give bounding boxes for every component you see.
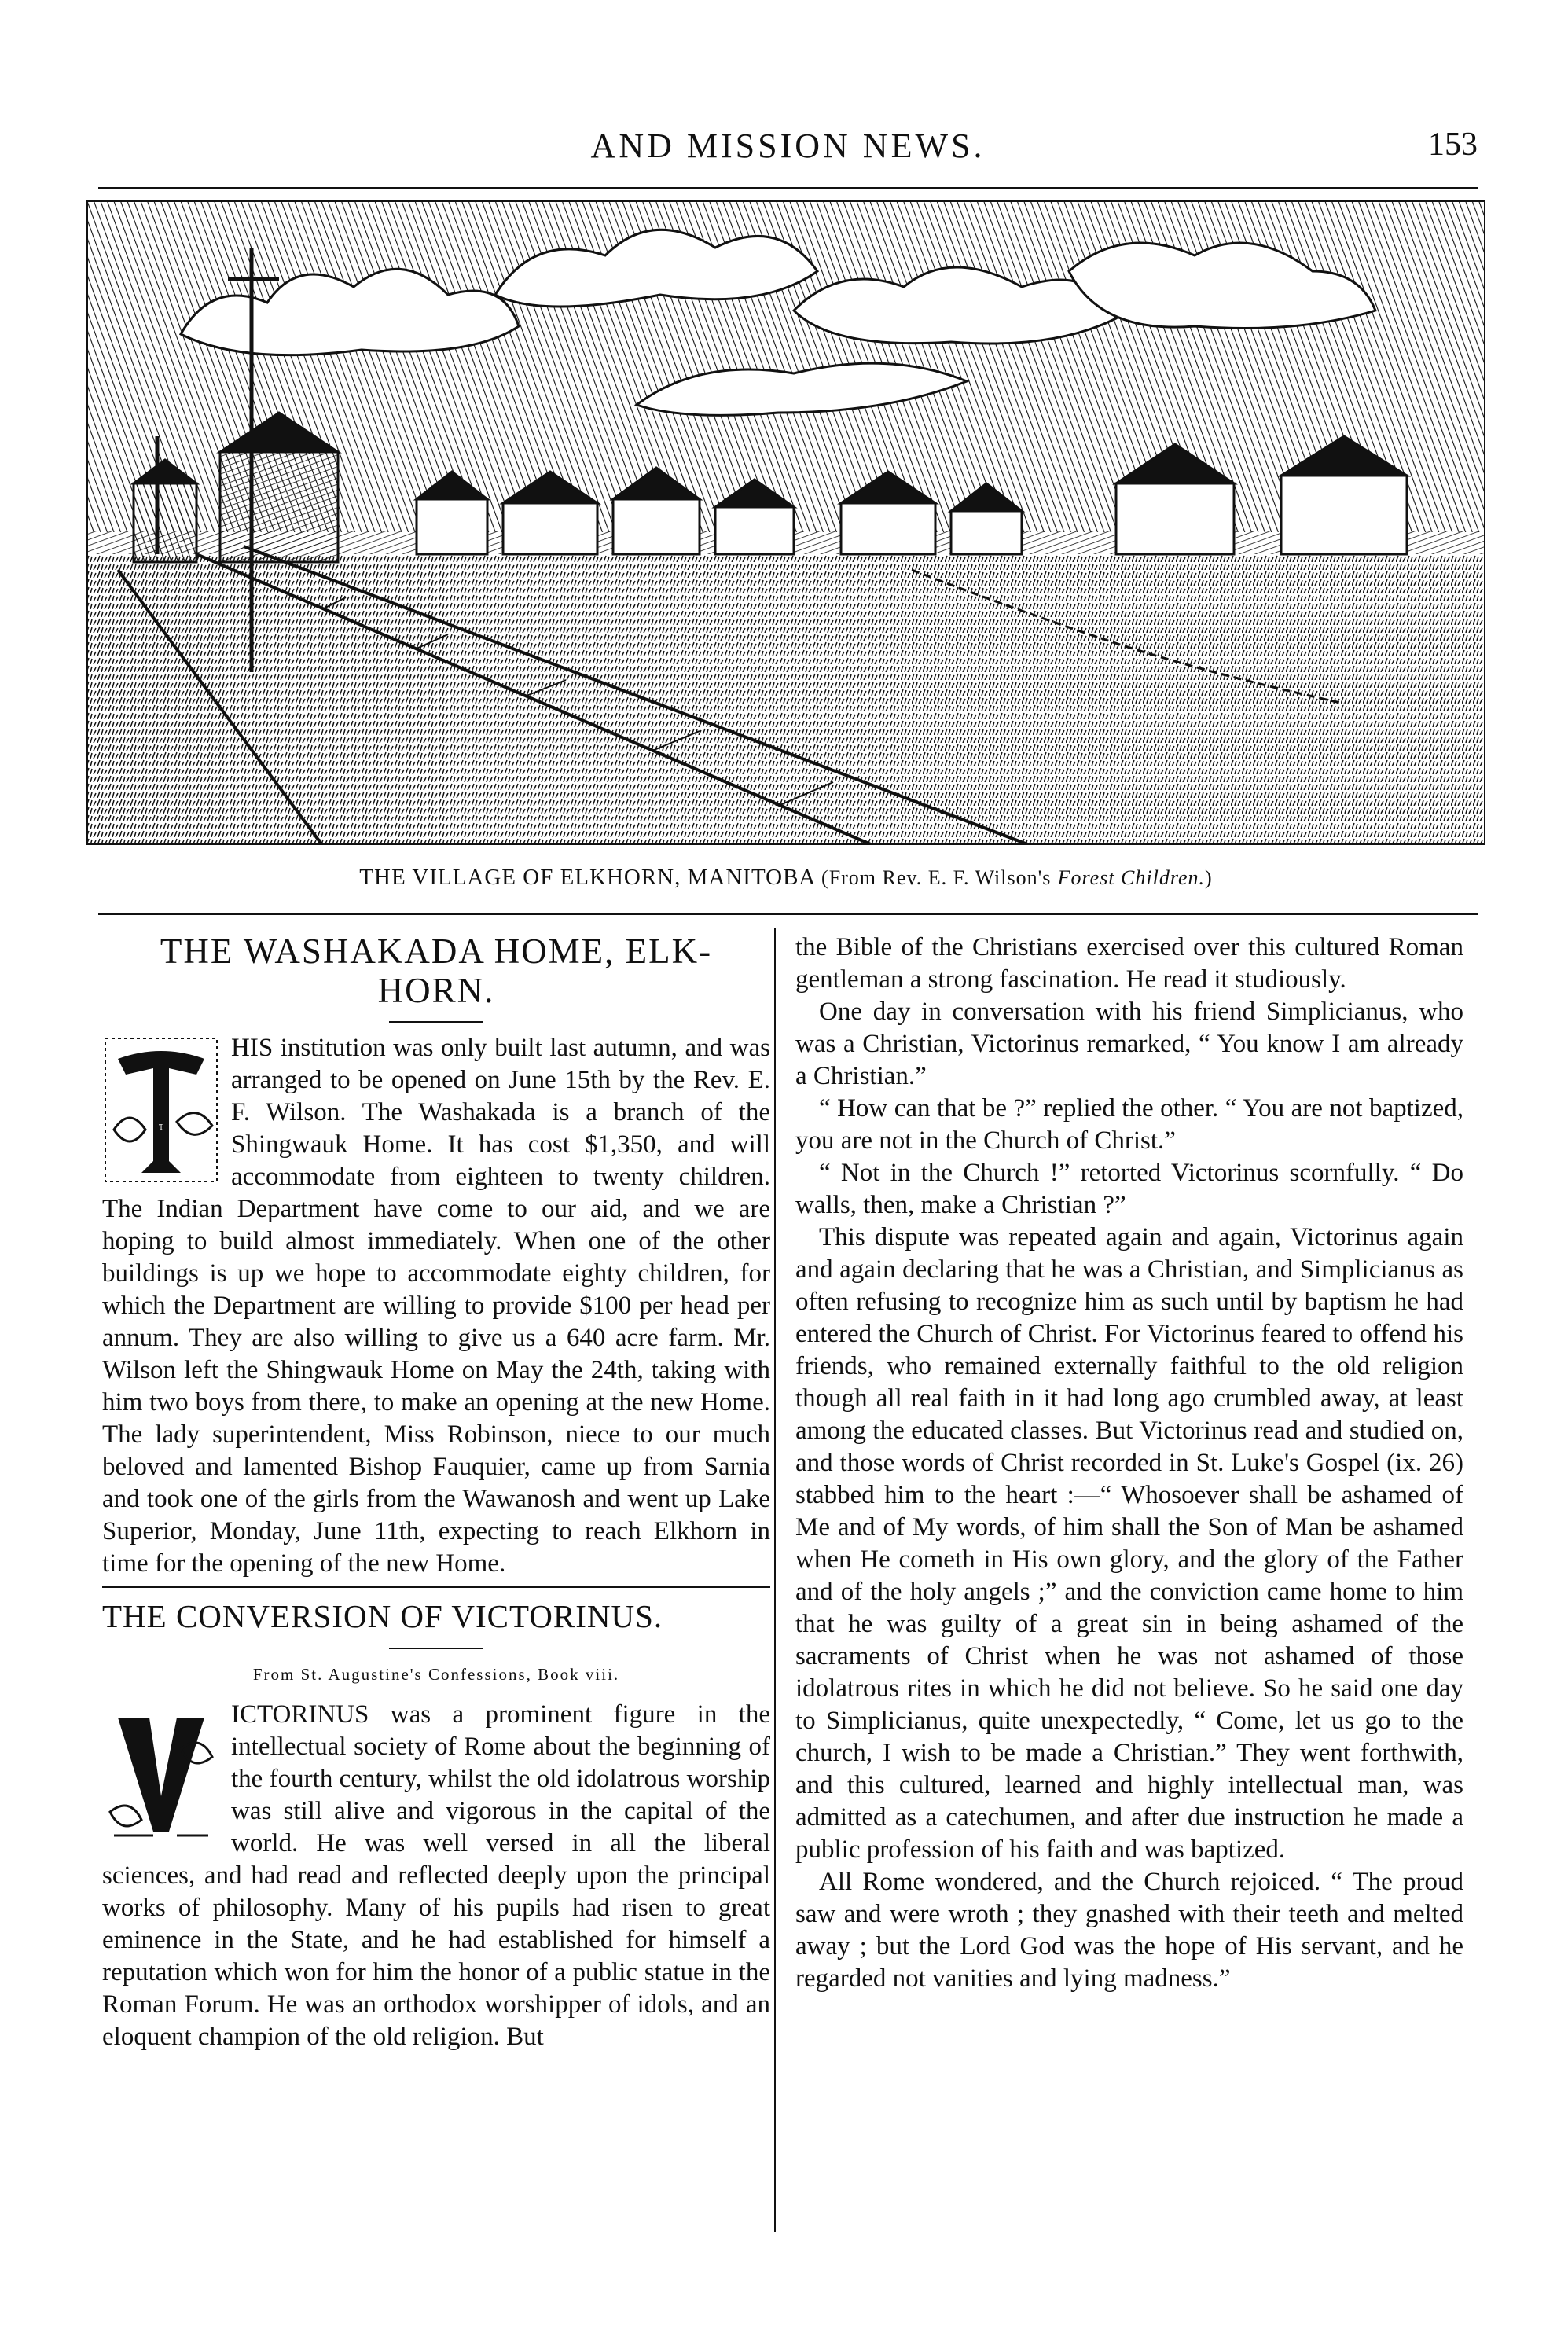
right-paragraph-2: One day in conversation with his friend Simplicianus, who was a Christian, Victorinus remarked, “ You know I am already a Christian.” <box>795 998 1463 1090</box>
svg-text:V: V <box>158 1774 164 1783</box>
washakada-body: HIS institution was only built last autumn, and was arranged to be opened on June 15th by the Rev. E. F. Wilson. The Washakada is a branch of the Shingwauk Home. It has cost $1,350, and will accommodate from eighteen to twenty children. The Indian Department have come to our aid, and we are hoping to build almost immediately. When one of the other buildings is up we hope to accommodate eighty children, for which the Department are willing to provide $100 per head per annum. They are also willing to give us a 640 acre farm. Mr. Wilson left the Shingwauk Home on May the 24th, taking with him two boys from there, to make an opening at the new Home. The lady superintendent, Miss Robinson, niece to our much beloved and lamented Bishop Fauquier, came up from Sarnia and took one of the girls from the Wawanosh and went up Lake Superior, Monday, June 11th, expecting to reach Elkhorn in time for the opening of the new Home. <box>102 1034 770 1578</box>
victorinus-paragraph <box>102 1699 770 2053</box>
article-separator-rule <box>102 1586 770 1588</box>
caption-source-prefix: (From Rev. E. F. Wilson's <box>821 866 1052 889</box>
header-rule <box>98 187 1478 189</box>
article-title-victorinus: THE CONVERSION OF VICTORINUS. <box>102 1598 663 1634</box>
article-title-washakada: THE WASHAKADA HOME, ELK-HORN. <box>160 932 713 1010</box>
washakada-paragraph <box>102 1032 770 1580</box>
village-illustration <box>86 200 1485 845</box>
left-column <box>102 932 770 2053</box>
illustration-caption <box>86 865 1485 891</box>
title-rule-2 <box>389 1648 483 1649</box>
right-paragraph-4: “ Not in the Church !” retorted Victorinus scornfully. “ Do walls, then, make a Christian ?” <box>795 1159 1463 1219</box>
page-number: 153 <box>1428 127 1478 163</box>
column-divider <box>774 928 776 2232</box>
right-column <box>795 932 1463 1995</box>
title-rule <box>389 1021 483 1023</box>
caption-main: THE VILLAGE OF ELKHORN, MANITOBA <box>359 865 815 890</box>
right-paragraph-6: All Rome wondered, and the Church rejoiced. “ The proud saw and were wroth ; they gnashed with their teeth and melted away ; but the Lord God was the hope of His servant, and he regarded not vanities and lying madness.” <box>795 1868 1463 1993</box>
caption-source-title: Forest Children. <box>1057 866 1206 889</box>
right-paragraph-3: “ How can that be ?” replied the other. “ You are not baptized, you are not in the Church of Christ.” <box>795 1094 1463 1155</box>
svg-text:T: T <box>158 1123 164 1132</box>
caption-source-suffix: ) <box>1205 866 1213 889</box>
running-head: AND MISSION NEWS. <box>590 127 986 165</box>
victorinus-body-left: ICTORINUS was a prominent figure in the intellectual society of Rome about the beginning of the fourth century, whilst the old idolatrous worship was still alive and vigorous in the capital of the world. He was well versed in all the liberal sciences, and had read and reflected deeply upon the principal works of philosophy. Many of his pupils had risen to great eminence in the State, and he had established for himself a reputation which won for him the honor of a public statue in the Roman Forum. He was an orthodox worshipper of idols, and an eloquent champion of the old religion. But <box>102 1700 770 2051</box>
caption-rule <box>98 913 1478 915</box>
ornamental-dropcap-t <box>102 1035 220 1185</box>
right-paragraph-5: This dispute was repeated again and again, Victorinus again and again declaring that he was a Christian, and Simplicianus as often refusing to recognize him as such until by baptism he had entered the Church of Christ. For Victorinus feared to offend his friends, who remained externally faithful to the old religion though all real faith in it had long ago crumbled away, at least among the educated classes. But Victorinus read and studied on, and those words of Christ recorded in St. Luke's Gospel (ix. 26) stabbed him to the heart :—“ Whosoever shall be ashamed of Me and of My words, of him shall the Son of Man be ashamed when He cometh in His own glory, and the glory of the Father and of the holy angels ;” and the conviction came home to him that he was guilty of a great sin in being ashamed of the sacraments of Christ when he was not ashamed of those idolatrous rites in which he did not believe. So he said one day to Simplicianus, quite unexpectedly, “ Come, let us go to the church, I wish to be made a Christian.” They went forthwith, and this cultured, learned and highly intellectual man, was admitted as a catechumen, and after due instruction he made a public profession of his faith and was baptized. <box>795 1223 1463 1864</box>
ornamental-dropcap-v <box>102 1702 220 1843</box>
right-paragraph-1: the Bible of the Christians exercised over this cultured Roman gentleman a strong fascination. He read it studiously. <box>795 933 1463 994</box>
page-header <box>98 126 1478 181</box>
article-byline: From St. Augustine's Confessions, Book viii. <box>252 1665 620 1684</box>
